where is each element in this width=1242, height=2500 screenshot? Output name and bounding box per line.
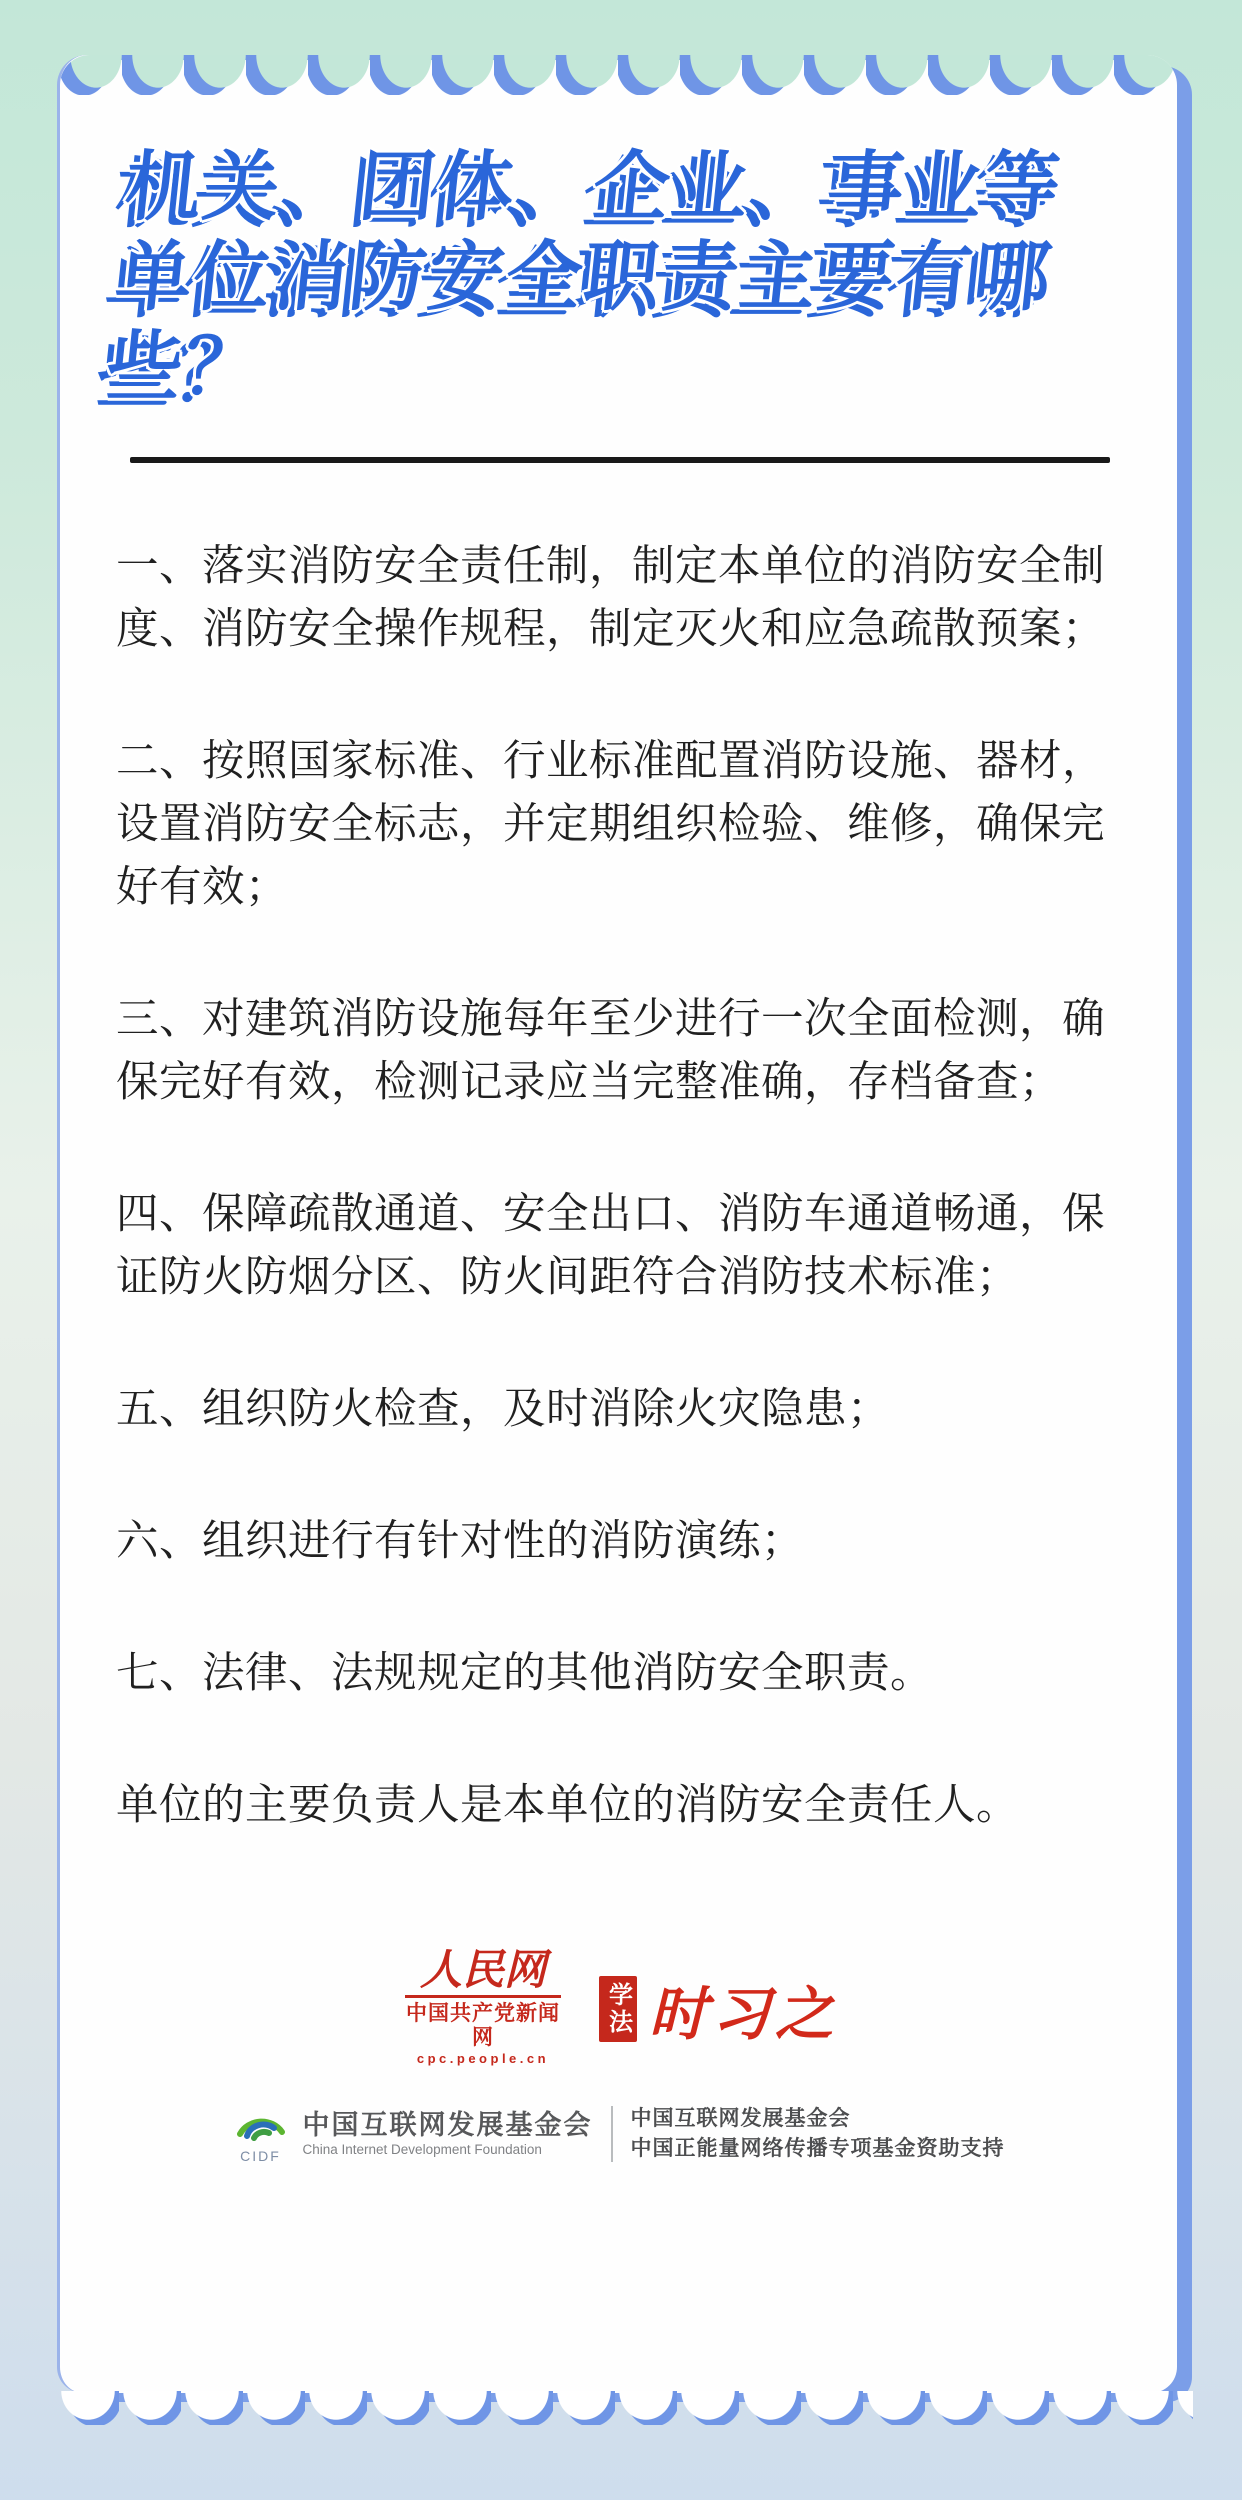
title-line-3: 些？ xyxy=(102,325,268,410)
xuefa-badge: 学法 xyxy=(599,1976,637,2042)
list-item-2: 二、按照国家标准、行业标准配置消防设施、器材，设置消防安全标志，并定期组织检验、维修，确保完好有效； xyxy=(116,738,1106,911)
list-item-6: 六、组织进行有针对性的消防演练； xyxy=(116,1518,805,1565)
title-line-2: 单位消防安全职责主要有哪 xyxy=(111,235,1057,320)
content-card xyxy=(57,55,1177,2393)
peoples-daily-url: cpc.people.cn xyxy=(416,2051,550,2066)
list-item-4: 四、保障疏散通道、安全出口、消防车通道畅通，保证防火防烟分区、防火间距符合消防技术标准； xyxy=(116,1191,1106,1301)
scallop-bottom-edge xyxy=(57,2391,1193,2425)
list-item-7: 七、法律、法规规定的其他消防安全职责。 xyxy=(116,1650,934,1697)
peoples-daily-logo xyxy=(403,1949,563,2068)
title-divider xyxy=(130,457,1110,463)
card-content xyxy=(60,55,1177,2393)
footer-divider xyxy=(611,2106,613,2162)
closing-statement: 单位的主要负责人是本单位的消防安全责任人。 xyxy=(116,1782,1020,1829)
peoples-daily-script: 人民网 xyxy=(419,1948,546,1994)
shixizhi-wordmark: 时习之 xyxy=(648,1981,838,2047)
cidf-logo xyxy=(237,2104,285,2164)
cidf-name-en: China Internet Development Foundation xyxy=(302,2142,542,2157)
support-text-line1: 中国互联网发展基金会 xyxy=(630,2107,851,2130)
support-text-line2: 中国正能量网络传播专项基金资助支持 xyxy=(630,2137,1005,2160)
cidf-abbr: CIDF xyxy=(240,2148,281,2164)
footer-logo-row xyxy=(116,1949,1125,2068)
list-item-3: 三、对建筑消防设施每年至少进行一次全面检测，确保完好有效，检测记录应当完整准确，存档备查； xyxy=(116,996,1106,1106)
cidf-name-cn: 中国互联网发展基金会 xyxy=(302,2110,593,2140)
poster-title xyxy=(102,143,1139,413)
responsibilities-list xyxy=(116,535,1130,1837)
footer xyxy=(116,1949,1125,2164)
peoples-daily-subtitle: 中国共产党新闻网 xyxy=(405,2002,560,2049)
title-line-1: 机关、团体、企业、事业等 xyxy=(121,145,1066,230)
peoples-daily-rule xyxy=(405,1995,561,1998)
cidf-name xyxy=(303,2109,593,2159)
shixizhi-logo xyxy=(599,1967,838,2051)
cidf-logo-icon xyxy=(237,2104,285,2147)
list-item-5: 五、组织防火检查，及时消除火灾隐患； xyxy=(116,1386,891,1433)
support-text xyxy=(631,2104,1005,2164)
footer-foundation-row xyxy=(116,2104,1125,2164)
list-item-1: 一、落实消防安全责任制，制定本单位的消防安全制度、消防安全操作规程，制定灭火和应急疏散预案； xyxy=(116,543,1106,653)
